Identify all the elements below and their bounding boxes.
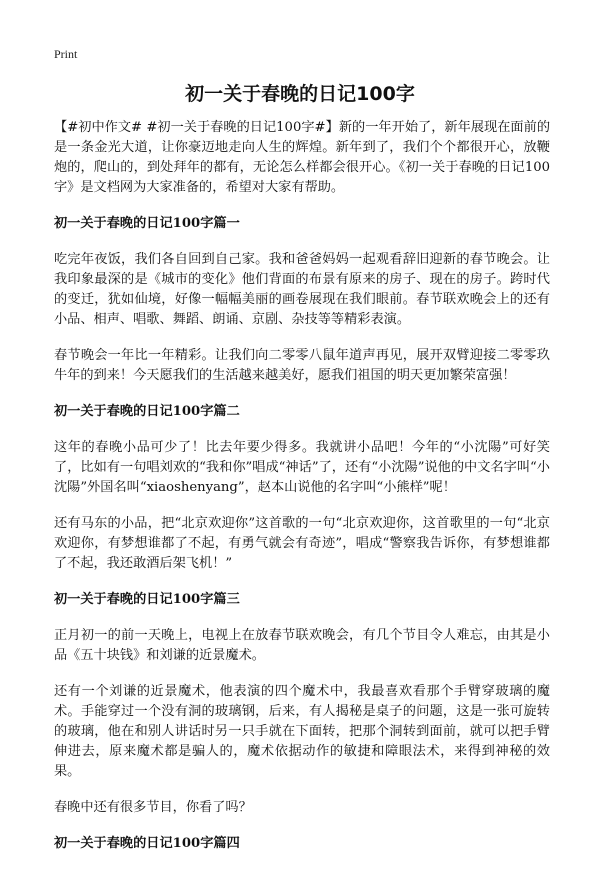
section-3-paragraph-1: 正月初一的前一天晚上，电视上在放春节联欢晚会，有几个节目令人难忘，由其是小品《五十块钱》和刘谦的近景魔术。 <box>54 628 550 663</box>
section-heading-3: 初一关于春晚的日记100字篇三 <box>54 592 240 607</box>
section-3-paragraph-2: 还有一个刘谦的近景魔术，他表演的四个魔术中，我最喜欢看那个手臂穿玻璃的魔术。手能穿过一个没有洞的玻璃钢，后来，有人揭秘是桌子的问题，这是一张可旋转的玻璃，他在和别人讲话时另一只手就在下面转，把那个洞转到面前，就可以把手臂伸进去，原来魔术都是骗人的，魔术依据动作的敏捷和障眼法术，来得到神秘的效果。 <box>54 684 550 779</box>
print-label: Print <box>54 47 78 61</box>
section-1-paragraph-2: 春节晚会一年比一年精彩。让我们向二零零八鼠年道声再见，展开双臂迎接二零零玖牛年的到来！今天愿我们的生活越来越美好，愿我们祖国的明天更加繁荣富强！ <box>54 348 550 383</box>
section-heading-4: 初一关于春晚的日记100字篇四 <box>54 836 240 851</box>
intro-tags: 【#初中作文# #初一关于春晚的日记100字#】 <box>54 120 339 135</box>
section-3-paragraph-3: 春晚中还有很多节目，你看了吗？ <box>54 800 252 815</box>
intro-text: 新的一年开始了，新年展现在面前的是一条金光大道，让你豪迈地走向人生的辉煌。新年到了，我们个个都很开心，放鞭炮的，爬山的，到处拜年的都有，无论怎么样都会很开心。《初一关于春晚的日记100字》是文档网为大家准备的，希望对大家有帮助。 <box>54 120 551 195</box>
section-2-paragraph-2: 还有马东的小品，把“北京欢迎你”这首歌的一句“北京欢迎你，这首歌里的一句“北京欢迎你，有梦想谁都了不起，有勇气就会有奇迹”，唱成“警察我告诉你，有梦想谁都了不起，我还敢酒后架飞机！” <box>54 516 550 571</box>
page-title: 初一关于春晚的日记100字 <box>185 83 415 105</box>
section-heading-1: 初一关于春晚的日记100字篇一 <box>54 216 240 231</box>
section-heading-2: 初一关于春晚的日记100字篇二 <box>54 404 240 419</box>
article-body <box>54 118 550 870</box>
section-1-paragraph-1: 吃完年夜饭，我们各自回到自己家。我和爸爸妈妈一起观看辞旧迎新的春节晚会。让我印象最深的是《城市的变化》他们背面的布景有原来的房子、现在的房子。跨时代的变迁，犹如仙境，好像一幅幅美丽的画卷展现在我们眼前。春节联欢晚会上的还有小品、相声、唱歌、舞蹈、朗诵、京剧、杂技等等精彩表演。 <box>54 252 550 327</box>
section-2-paragraph-1: 这年的春晚小品可少了！比去年要少得多。我就讲小品吧！今年的“小沈陽”可好笑了，比如有一句唱刘欢的“我和你”唱成“神话”了，还有“小沈陽”说他的中文名字叫“小沈陽”外国名叫“xiaoshenyang”，赵本山说他的名字叫“小熊样”呢！ <box>54 440 550 495</box>
intro-paragraph <box>54 118 550 198</box>
